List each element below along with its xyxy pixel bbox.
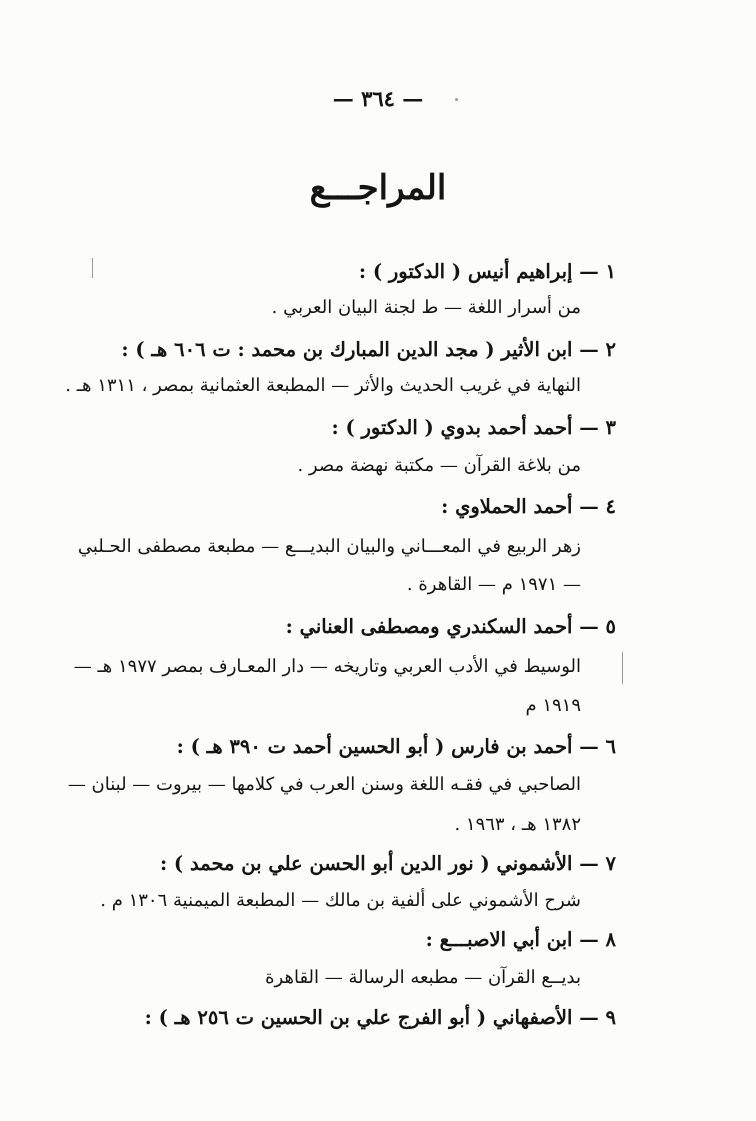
reference-detail: زهر الربيع في المعـــاني والبيان البديـــع — مطبعة مصطفى الحـلبي (77, 536, 581, 557)
scan-speck (455, 98, 458, 101)
reference-entry: ٧ — الأشموني ( نور الدين أبو الحسن علي بن محمد ) : (159, 852, 616, 875)
scan-artifact (622, 652, 623, 684)
reference-entry: ٢ — ابن الأثير ( مجد الدين المبارك بن محمد : ت ٦٠٦ هـ ) : (121, 338, 616, 361)
scan-artifact (92, 258, 93, 278)
reference-detail: الصاحبي في فقـه اللغة وسنن العرب في كلامها — بيروت — لبنان — (67, 774, 581, 795)
reference-entry: ١ — إبراهيم أنيس ( الدكتور ) : (358, 260, 616, 283)
reference-entry: ٣ — أحمد أحمد بدوي ( الدكتور ) : (331, 416, 616, 439)
reference-entry: ٥ — أحمد السكندري ومصطفى العناني : (285, 615, 616, 638)
reference-detail: ١٣٨٢ هـ ، ١٩٦٣ . (454, 814, 581, 835)
page-title: المراجـــع (309, 168, 447, 208)
reference-detail: — ١٩٧١ م — القاهرة . (406, 574, 581, 595)
reference-detail: من أسرار اللغة — ط لجنة البيان العربي . (271, 297, 581, 318)
reference-entry: ٨ — ابن أبي الاصبـــع : (425, 928, 616, 951)
reference-detail: من بلاغة القرآن — مكتبة نهضة مصر . (297, 455, 581, 476)
reference-detail: بديــع القرآن — مطبعه الرسالة — القاهرة (265, 967, 581, 988)
reference-entry: ٤ — أحمد الحملاوي : (441, 495, 616, 518)
reference-detail: شرح الأشموني على ألفية بن مالك — المطبعة الميمنية ١٣٠٦ م . (100, 890, 581, 911)
reference-entry: ٦ — أحمد بن فارس ( أبو الحسين أحمد ت ٣٩٠ هـ ) : (176, 735, 616, 758)
page-number: — ٣٦٤ — (332, 86, 424, 111)
reference-detail: النهاية في غريب الحديث والأثر — المطبعة العثمانية بمصر ، ١٣١١ هـ . (65, 375, 581, 396)
reference-entry: ٩ — الأصفهاني ( أبو الفرج علي بن الحسين ت ٢٥٦ هـ ) : (144, 1006, 616, 1029)
reference-detail: ١٩١٩ م (525, 695, 581, 716)
reference-detail: الوسيط في الأدب العربي وتاريخه — دار المعـارف بمصر ١٩٧٧ هـ — (73, 656, 581, 677)
